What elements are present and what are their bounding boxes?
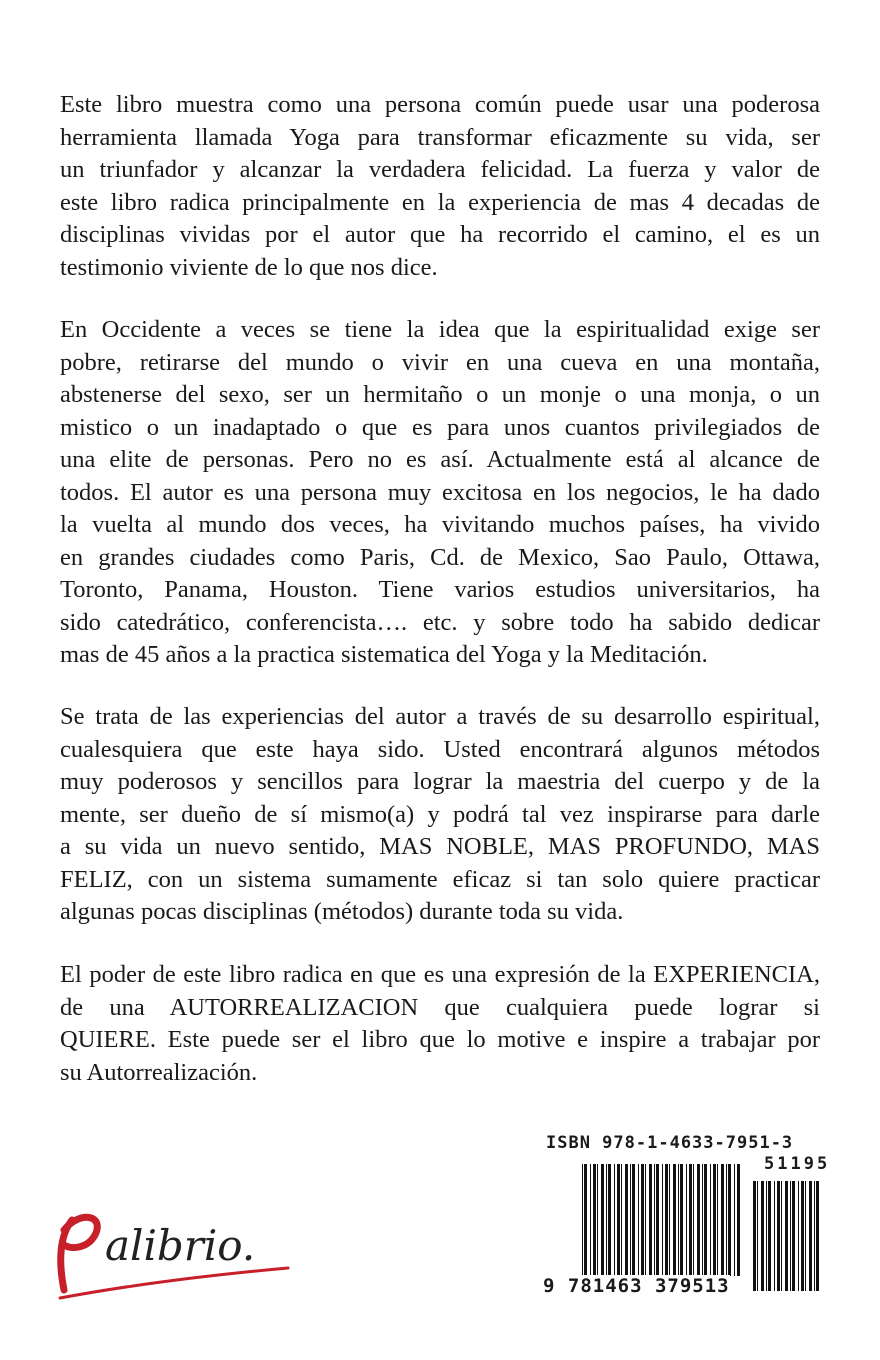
barcode-bar: [697, 1164, 700, 1276]
barcode-bar: [689, 1164, 692, 1276]
text-line: sido catedrático, conferencista…. etc. y sobre todo ha sabido dedicar: [60, 608, 820, 636]
isbn-label: ISBN 978-1-4633-7951-3: [546, 1133, 794, 1153]
publisher-logo: [50, 1190, 295, 1305]
barcode-bar: [617, 1164, 620, 1276]
barcode-bar: [614, 1164, 615, 1276]
barcode-bar: [805, 1181, 806, 1291]
barcode-bar: [625, 1164, 628, 1276]
text-line: todos. El autor es una persona muy excitosa en los negocios, le ha dado: [60, 478, 820, 506]
barcode-bar: [704, 1164, 707, 1276]
barcode-bar: [774, 1181, 775, 1291]
barcode-bar: [656, 1164, 659, 1276]
barcode-bar: [665, 1164, 668, 1276]
barcode-bar: [584, 1164, 587, 1276]
text-line: El poder de este libro radica en que es una expresión de la EXPERIENCIA,: [60, 961, 820, 988]
text-line: En Occidente a veces se tiene la idea que la espiritualidad exige ser: [60, 316, 820, 343]
description-paragraph-1: [60, 89, 820, 284]
barcode-bar: [728, 1164, 731, 1276]
text-line: Toronto, Panama, Houston. Tiene varios estudios universitarios, ha: [60, 576, 820, 603]
barcode-bar: [809, 1181, 812, 1291]
barcode-bar: [801, 1181, 804, 1291]
barcode-bar: [680, 1164, 683, 1276]
barcode-bar: [734, 1164, 735, 1276]
isbn-barcode: [540, 1133, 831, 1298]
text-line: en grandes ciudades como Paris, Cd. de Mexico, Sao Paulo, Ottawa,: [60, 543, 820, 571]
barcode-bar: [630, 1164, 631, 1276]
description-paragraph-3: [60, 701, 820, 929]
text-line: a su vida un nuevo sentido, MAS NOBLE, MAS PROFUNDO, MAS: [60, 833, 820, 860]
barcode-bar: [608, 1164, 611, 1276]
barcode-bar: [601, 1164, 604, 1276]
barcode-bar: [582, 1164, 583, 1276]
barcode-bar: [766, 1181, 767, 1291]
barcode-bar: [693, 1164, 694, 1276]
text-line: abstenerse del sexo, ser un hermitaño o un monje o una monja, o un: [60, 381, 820, 408]
barcode-bar: [710, 1164, 711, 1276]
text-line: algunas pocas disciplinas (métodos) durante toda su vida.: [60, 898, 624, 925]
description-paragraph-4: [60, 959, 820, 1089]
barcode-bar: [641, 1164, 644, 1276]
barcode-bar: [606, 1164, 607, 1276]
barcode-bar: [785, 1181, 788, 1291]
barcode-bar: [649, 1164, 652, 1276]
text-line: cualesquiera que este haya sido. Usted encontrará algunos métodos: [60, 735, 820, 763]
text-line: disciplinas vividas por el autor que ha recorrido el camino, el es un: [60, 221, 820, 248]
barcode-bar: [757, 1181, 758, 1291]
barcode-bar: [632, 1164, 635, 1276]
text-line: la vuelta al mundo dos veces, ha vivitando muchos países, ha vivido: [60, 511, 820, 538]
text-line: mente, ser dueño de sí mismo(a) y podrá tal vez inspirarse para darle: [60, 800, 820, 828]
barcode-bar: [737, 1164, 740, 1276]
text-line: muy poderosos y sencillos para lograr la maestria del cuerpo y de la: [60, 768, 820, 795]
barcode-bar: [590, 1164, 591, 1276]
barcode-bar: [669, 1164, 670, 1276]
barcode-bar: [814, 1181, 815, 1291]
barcode-bar: [621, 1164, 622, 1276]
barcode-bar: [721, 1164, 724, 1276]
text-line: este libro radica principalmente en la experiencia de mas 4 decadas de: [60, 188, 820, 216]
svg-text:alibrio.: alibrio.: [105, 1221, 256, 1270]
barcode-bar: [662, 1164, 663, 1276]
text-line: FELIZ, con un sistema sumamente eficaz si tan solo quiere practicar: [60, 865, 820, 893]
barcode-bar: [726, 1164, 727, 1276]
barcode-bar: [713, 1164, 716, 1276]
text-line: su Autorrealización.: [60, 1058, 258, 1086]
barcode-bar: [654, 1164, 655, 1276]
text-line: una elite de personas. Pero no es así. Actualmente está al alcance de: [60, 446, 820, 473]
text-line: herramienta llamada Yoga para transformar eficazmente su vida, ser: [60, 123, 820, 151]
text-line: mas de 45 años a la practica sistematica del Yoga y la Meditación.: [60, 641, 708, 668]
barcode-bar: [790, 1181, 791, 1291]
price-code: 51195: [764, 1154, 831, 1174]
barcode-bar: [593, 1164, 596, 1276]
barcode-bar: [645, 1164, 646, 1276]
barcode-bar: [781, 1181, 782, 1291]
barcode-bar: [816, 1181, 819, 1291]
text-line: pobre, retirarse del mundo o vivir en una cueva en una montaña,: [60, 348, 820, 376]
barcode-bar: [777, 1181, 780, 1291]
text-line: mistico o un inadaptado o que es para unos cuantos privilegiados de: [60, 413, 820, 441]
barcode-bar: [686, 1164, 687, 1276]
barcode-bar: [673, 1164, 676, 1276]
barcode-bar: [761, 1181, 764, 1291]
text-line: testimonio viviente de lo que nos dice.: [60, 253, 438, 281]
barcode-bar: [597, 1164, 598, 1276]
ean-digits: 9 781463 379513: [543, 1275, 730, 1297]
barcode-bar: [717, 1164, 718, 1276]
barcode-bar: [638, 1164, 639, 1276]
barcode-bar: [792, 1181, 795, 1291]
text-line: un triunfador y alcanzar la verdadera felicidad. La fuerza y valor de: [60, 156, 820, 183]
text-line: de una AUTORREALIZACION que cualquiera puede lograr si: [60, 993, 820, 1021]
barcode-bar: [768, 1181, 771, 1291]
text-line: QUIERE. Este puede ser el libro que lo motive e inspire a trabajar por: [60, 1026, 820, 1053]
barcode-bar: [702, 1164, 703, 1276]
text-line: Se trata de las experiencias del autor a través de su desarrollo espiritual,: [60, 703, 820, 730]
barcode-bar: [753, 1181, 756, 1291]
barcode-bar: [678, 1164, 679, 1276]
text-line: Este libro muestra como una persona común puede usar una poderosa: [60, 91, 820, 118]
palibrio-logo-icon: [50, 1190, 295, 1305]
barcode-bar: [798, 1181, 799, 1291]
description-paragraph-2: [60, 314, 820, 672]
